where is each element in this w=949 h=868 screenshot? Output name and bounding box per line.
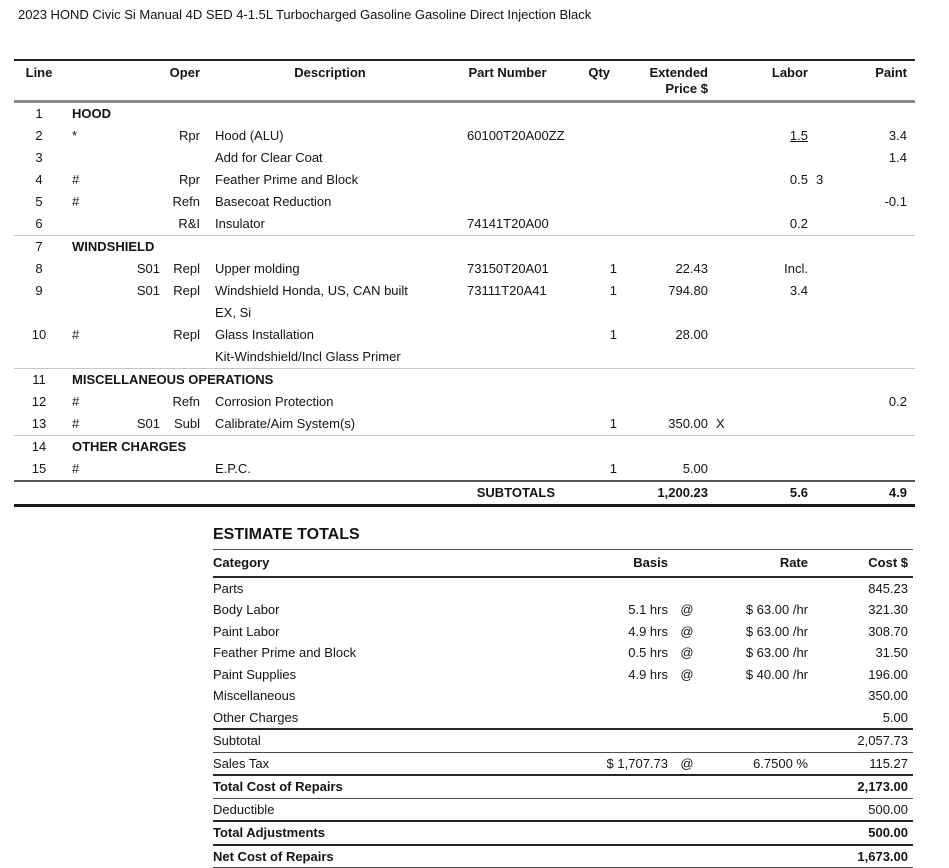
totals-row <box>213 685 913 707</box>
section-row <box>14 369 915 391</box>
rate-cell: $ 63.00 /hr <box>706 621 810 643</box>
description-line: Upper molding <box>215 258 460 280</box>
rate-cell <box>706 822 810 844</box>
paint-cell <box>810 413 915 435</box>
subtotals-paint: 4.9 <box>810 482 915 504</box>
totals-row <box>213 642 913 664</box>
labor-value: 1.5 <box>790 128 808 143</box>
description-line: Feather Prime and Block <box>215 169 460 191</box>
line-number-cell: 10 <box>14 324 64 368</box>
qty-cell: 1 <box>555 458 620 480</box>
at-symbol <box>668 799 706 821</box>
paint-cell <box>810 169 915 191</box>
rate-cell <box>706 846 810 868</box>
part-number-cell <box>460 391 555 413</box>
part-number-cell: 60100T20A00ZZ <box>460 125 555 147</box>
labor-flag: 3 <box>816 169 823 191</box>
category-cell: Sales Tax <box>213 753 560 775</box>
code-cell <box>110 169 160 191</box>
category-cell: Paint Supplies <box>213 664 560 686</box>
labor-cell <box>710 280 810 324</box>
line-number-cell: 15 <box>14 458 64 480</box>
line-row <box>14 191 915 213</box>
line-number-cell: 9 <box>14 280 64 324</box>
line-number-cell: 12 <box>14 391 64 413</box>
line-number-cell: 14 <box>14 436 64 458</box>
cost-cell: 5.00 <box>810 707 913 729</box>
part-number-cell <box>460 413 555 435</box>
paint-cell <box>810 324 915 368</box>
at-symbol <box>668 846 706 868</box>
category-cell: Other Charges <box>213 707 560 729</box>
subtotals-row <box>14 482 915 504</box>
part-number-cell <box>460 458 555 480</box>
description-cell <box>200 125 460 147</box>
line-number-cell: 5 <box>14 191 64 213</box>
paint-cell: 0.2 <box>810 391 915 413</box>
description-line: EX, Si <box>215 302 460 324</box>
rate-cell: 6.7500 % <box>706 753 810 775</box>
line-row <box>14 125 915 147</box>
flag-cell <box>64 280 110 324</box>
extended-price-value: 794.80 <box>668 283 708 298</box>
totals-header <box>213 550 913 576</box>
subtotals-extended-price: 1,200.23 <box>620 482 710 504</box>
code-cell <box>110 191 160 213</box>
cost-cell: 115.27 <box>810 753 913 775</box>
extended-price-cell <box>620 413 710 435</box>
basis-cell <box>560 685 668 707</box>
totals-header-category: Category <box>213 552 560 574</box>
qty-cell: 1 <box>555 324 620 368</box>
part-number-cell <box>460 147 555 169</box>
basis-cell <box>560 578 668 600</box>
part-number-cell <box>460 191 555 213</box>
description-cell <box>200 169 460 191</box>
cost-cell: 2,173.00 <box>810 776 913 798</box>
header-extended-price-line1: Extended <box>620 65 708 81</box>
subtotals-qty-cell <box>555 482 620 504</box>
flag-cell <box>64 213 110 235</box>
basis-cell <box>560 776 668 798</box>
labor-value: 0.2 <box>790 216 808 231</box>
code-cell: S01 <box>110 258 160 280</box>
totals-row <box>213 621 913 643</box>
description-line: Add for Clear Coat <box>215 147 460 169</box>
header-paint: Paint <box>810 65 915 97</box>
oper-cell <box>160 458 200 480</box>
description-cell <box>200 258 460 280</box>
description-line: Glass Installation <box>215 324 460 346</box>
line-number-cell: 8 <box>14 258 64 280</box>
extended-price-cell <box>620 458 710 480</box>
rate-cell <box>706 578 810 600</box>
category-cell: Total Adjustments <box>213 822 560 844</box>
at-symbol <box>668 707 706 729</box>
code-cell: S01 <box>110 413 160 435</box>
rate-cell: $ 40.00 /hr <box>706 664 810 686</box>
totals-rows <box>213 578 913 868</box>
extended-price-cell <box>620 191 710 213</box>
basis-cell <box>560 730 668 752</box>
rate-cell <box>706 776 810 798</box>
subtotals-labor: 5.6 <box>710 482 810 504</box>
cost-cell: 196.00 <box>810 664 913 686</box>
vehicle-title: 2023 HOND Civic Si Manual 4D SED 4-1.5L Turbocharged Gasoline Gasoline Direct Injection Black <box>0 0 949 22</box>
line-row <box>14 213 915 235</box>
description-cell <box>200 191 460 213</box>
rate-cell: $ 63.00 /hr <box>706 642 810 664</box>
code-cell <box>110 147 160 169</box>
extended-price-value: 350.00 <box>668 416 708 431</box>
totals-header-basis: Basis <box>560 552 668 574</box>
qty-cell: 1 <box>555 413 620 435</box>
extended-price-cell <box>620 213 710 235</box>
cost-cell: 2,057.73 <box>810 730 913 752</box>
part-number-cell: 74141T20A00 <box>460 213 555 235</box>
cost-cell: 1,673.00 <box>810 846 913 868</box>
totals-row <box>213 753 913 775</box>
totals-row <box>213 707 913 729</box>
qty-cell <box>555 391 620 413</box>
oper-cell: R&I <box>160 213 200 235</box>
labor-cell <box>710 125 810 147</box>
header-code <box>110 65 160 97</box>
header-description: Description <box>200 65 460 97</box>
code-cell <box>110 458 160 480</box>
totals-row <box>213 578 913 600</box>
header-labor: Labor <box>710 65 810 97</box>
at-symbol <box>668 685 706 707</box>
description-cell <box>200 458 460 480</box>
at-symbol: @ <box>668 753 706 775</box>
extended-price-value: 22.43 <box>675 261 708 276</box>
flag-cell: # <box>64 458 110 480</box>
qty-cell <box>555 213 620 235</box>
description-cell <box>200 213 460 235</box>
basis-cell <box>560 822 668 844</box>
rate-cell: $ 63.00 /hr <box>706 599 810 621</box>
at-symbol <box>668 776 706 798</box>
estimate-totals <box>213 525 913 868</box>
description-line: Corrosion Protection <box>215 391 460 413</box>
totals-row <box>213 730 913 752</box>
line-number-cell: 3 <box>14 147 64 169</box>
qty-cell <box>555 169 620 191</box>
category-cell: Subtotal <box>213 730 560 752</box>
header-line: Line <box>14 65 64 97</box>
section-title-cell: HOOD <box>64 103 915 125</box>
section-row <box>14 103 915 125</box>
flag-cell: # <box>64 191 110 213</box>
totals-row <box>213 846 913 868</box>
qty-cell: 1 <box>555 258 620 280</box>
extended-price-value: 5.00 <box>683 461 708 476</box>
basis-cell: $ 1,707.73 <box>560 753 668 775</box>
basis-cell: 4.9 hrs <box>560 621 668 643</box>
cost-cell: 31.50 <box>810 642 913 664</box>
category-cell: Miscellaneous <box>213 685 560 707</box>
labor-cell <box>710 191 810 213</box>
labor-cell <box>710 147 810 169</box>
line-number-cell: 1 <box>14 103 64 125</box>
labor-cell <box>710 169 810 191</box>
oper-cell: Repl <box>160 258 200 280</box>
totals-row <box>213 822 913 844</box>
oper-cell: Repl <box>160 324 200 368</box>
oper-cell: Refn <box>160 391 200 413</box>
paint-cell <box>810 458 915 480</box>
code-cell <box>110 391 160 413</box>
estimate-table-header <box>14 61 915 100</box>
extended-price-value: 28.00 <box>675 327 708 342</box>
totals-row <box>213 776 913 798</box>
cost-cell: 350.00 <box>810 685 913 707</box>
at-symbol: @ <box>668 621 706 643</box>
at-symbol <box>668 578 706 600</box>
section-title-cell: OTHER CHARGES <box>64 436 915 458</box>
estimate-table <box>14 59 915 507</box>
line-number-cell: 13 <box>14 413 64 435</box>
extended-price-cell <box>620 324 710 368</box>
totals-header-at <box>668 552 706 574</box>
totals-row <box>213 799 913 821</box>
category-cell: Net Cost of Repairs <box>213 846 560 868</box>
description-line: Basecoat Reduction <box>215 191 460 213</box>
line-row <box>14 147 915 169</box>
oper-cell: Subl <box>160 413 200 435</box>
description-cell <box>200 280 460 324</box>
cost-cell: 500.00 <box>810 799 913 821</box>
category-cell: Deductible <box>213 799 560 821</box>
description-line: Hood (ALU) <box>215 125 460 147</box>
description-cell <box>200 391 460 413</box>
estimate-rows <box>14 103 915 480</box>
rate-cell <box>706 799 810 821</box>
code-cell <box>110 324 160 368</box>
basis-cell: 4.9 hrs <box>560 664 668 686</box>
oper-cell: Rpr <box>160 169 200 191</box>
category-cell: Parts <box>213 578 560 600</box>
header-oper: Oper <box>160 65 200 97</box>
flag-cell <box>64 147 110 169</box>
line-row <box>14 458 915 480</box>
extended-price-cell <box>620 125 710 147</box>
line-number-cell: 4 <box>14 169 64 191</box>
labor-cell <box>710 391 810 413</box>
qty-cell <box>555 147 620 169</box>
section-row <box>14 236 915 258</box>
part-number-cell: 73111T20A41 <box>460 280 555 324</box>
at-symbol: @ <box>668 642 706 664</box>
line-number-cell: 6 <box>14 213 64 235</box>
at-symbol <box>668 730 706 752</box>
code-cell <box>110 125 160 147</box>
oper-cell: Rpr <box>160 125 200 147</box>
cost-cell: 321.30 <box>810 599 913 621</box>
header-extended-price-line2: Price $ <box>620 81 708 97</box>
flag-cell <box>64 258 110 280</box>
extended-price-cell <box>620 147 710 169</box>
oper-cell: Repl <box>160 280 200 324</box>
at-symbol <box>668 822 706 844</box>
rate-cell <box>706 730 810 752</box>
flag-cell: * <box>64 125 110 147</box>
labor-cell <box>710 458 810 480</box>
part-number-cell <box>460 324 555 368</box>
basis-cell <box>560 846 668 868</box>
basis-cell: 5.1 hrs <box>560 599 668 621</box>
description-line: Calibrate/Aim System(s) <box>215 413 460 435</box>
header-extended-price <box>620 65 710 97</box>
cost-cell: 308.70 <box>810 621 913 643</box>
labor-value: 3.4 <box>790 283 808 298</box>
description-line: Insulator <box>215 213 460 235</box>
section-row <box>14 436 915 458</box>
estimate-totals-title: ESTIMATE TOTALS <box>213 525 913 545</box>
paint-cell: 1.4 <box>810 147 915 169</box>
flag-cell: # <box>64 413 110 435</box>
code-cell: S01 <box>110 280 160 324</box>
line-row <box>14 413 915 435</box>
oper-cell: Refn <box>160 191 200 213</box>
description-line: E.P.C. <box>215 458 460 480</box>
description-line: Kit-Windshield/Incl Glass Primer <box>215 346 460 368</box>
qty-cell: 1 <box>555 280 620 324</box>
subtotals-label: SUBTOTALS <box>14 482 555 504</box>
rate-cell <box>706 707 810 729</box>
header-flag <box>64 65 110 97</box>
totals-header-cost: Cost $ <box>810 552 913 574</box>
cost-cell: 845.23 <box>810 578 913 600</box>
totals-row <box>213 664 913 686</box>
at-symbol: @ <box>668 664 706 686</box>
description-cell <box>200 413 460 435</box>
paint-cell <box>810 213 915 235</box>
category-cell: Feather Prime and Block <box>213 642 560 664</box>
labor-cell <box>710 324 810 368</box>
part-number-cell <box>460 169 555 191</box>
basis-cell <box>560 799 668 821</box>
basis-cell: 0.5 hrs <box>560 642 668 664</box>
line-number-cell: 11 <box>14 369 64 391</box>
paint-cell <box>810 280 915 324</box>
description-cell <box>200 147 460 169</box>
extended-price-cell <box>620 258 710 280</box>
line-row <box>14 258 915 280</box>
at-symbol: @ <box>668 599 706 621</box>
totals-header-rate: Rate <box>706 552 810 574</box>
description-cell <box>200 324 460 368</box>
cost-cell: 500.00 <box>810 822 913 844</box>
line-row <box>14 391 915 413</box>
extended-price-cell <box>620 280 710 324</box>
line-row <box>14 324 915 368</box>
labor-cell <box>710 258 810 280</box>
header-qty: Qty <box>555 65 620 97</box>
line-row <box>14 280 915 324</box>
basis-cell <box>560 707 668 729</box>
oper-cell <box>160 147 200 169</box>
labor-value: 0.5 <box>790 172 808 187</box>
extended-price-cell <box>620 169 710 191</box>
rate-cell <box>706 685 810 707</box>
section-title-cell: WINDSHIELD <box>64 236 915 258</box>
category-cell: Paint Labor <box>213 621 560 643</box>
extended-price-flag: X <box>716 413 725 435</box>
extended-price-cell <box>620 391 710 413</box>
category-cell: Body Labor <box>213 599 560 621</box>
line-number-cell: 7 <box>14 236 64 258</box>
line-number-cell: 2 <box>14 125 64 147</box>
paint-cell: 3.4 <box>810 125 915 147</box>
section-title-cell: MISCELLANEOUS OPERATIONS <box>64 369 915 391</box>
qty-cell <box>555 125 620 147</box>
totals-row <box>213 599 913 621</box>
code-cell <box>110 213 160 235</box>
labor-cell <box>710 213 810 235</box>
line-row <box>14 169 915 191</box>
labor-value: Incl. <box>784 261 808 276</box>
paint-cell: -0.1 <box>810 191 915 213</box>
flag-cell: # <box>64 324 110 368</box>
qty-cell <box>555 191 620 213</box>
header-part-number: Part Number <box>460 65 555 97</box>
flag-cell: # <box>64 391 110 413</box>
description-line: Windshield Honda, US, CAN built <box>215 280 460 302</box>
flag-cell: # <box>64 169 110 191</box>
part-number-cell: 73150T20A01 <box>460 258 555 280</box>
table-bottom-rule <box>14 504 915 507</box>
paint-cell <box>810 258 915 280</box>
category-cell: Total Cost of Repairs <box>213 776 560 798</box>
labor-cell <box>710 413 810 435</box>
